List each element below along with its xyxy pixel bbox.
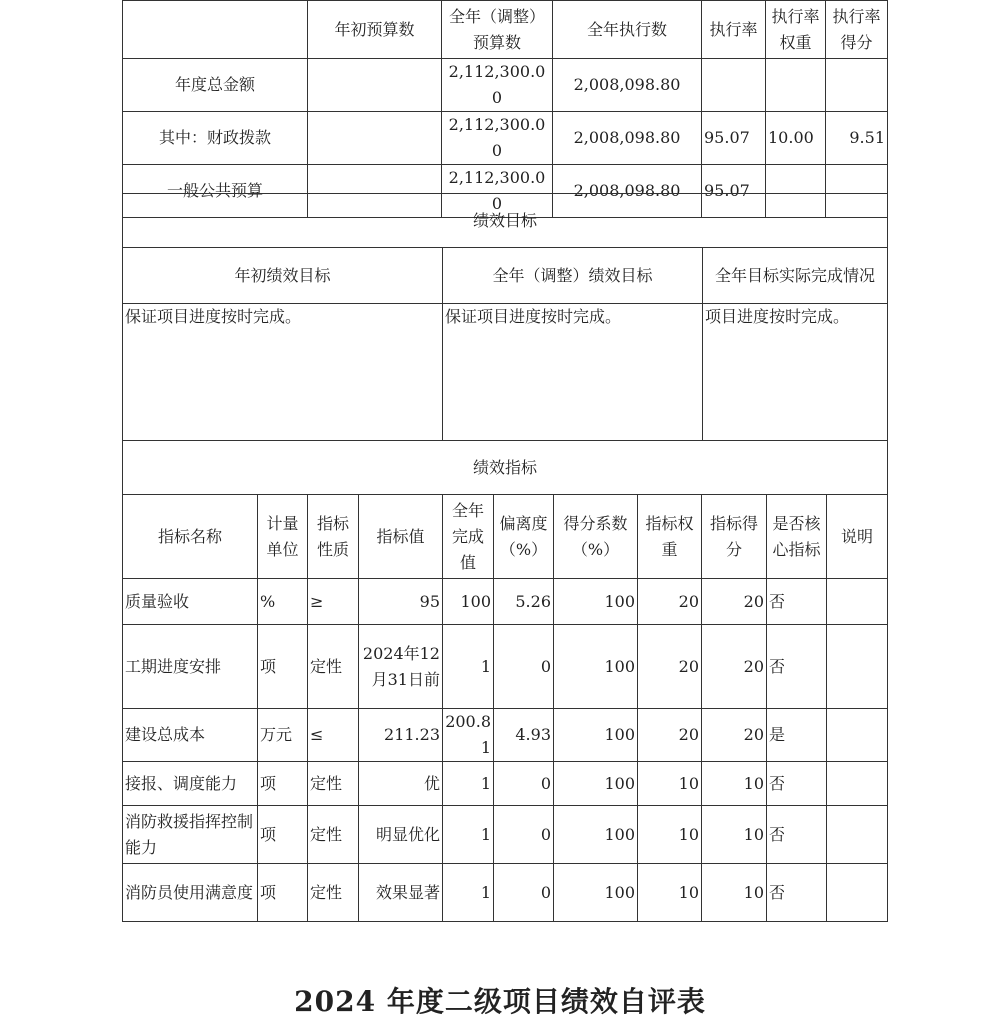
budget-row-executed: 2,008,098.80	[553, 59, 702, 112]
ind-core: 否	[767, 864, 827, 922]
ind-note	[827, 864, 888, 922]
ind-actual: 200.81	[443, 709, 494, 762]
ind-header-note: 说明	[827, 495, 888, 579]
ind-unit: 项	[258, 806, 308, 864]
budget-row	[123, 59, 888, 112]
ind-value: 明显优化	[359, 806, 443, 864]
ind-value: 优	[359, 762, 443, 806]
ind-header-deviation: 偏离度（%）	[494, 495, 554, 579]
budget-header-rate: 执行率	[702, 1, 766, 59]
ind-deviation: 4.93	[494, 709, 554, 762]
goals-section-title: 绩效目标	[123, 194, 888, 248]
ind-deviation: 0	[494, 864, 554, 922]
ind-name: 消防救援指挥控制能力	[123, 806, 258, 864]
table-row	[123, 709, 888, 762]
budget-row-label: 一般公共预算	[123, 165, 308, 218]
budget-header-weight: 执行率权重	[766, 1, 826, 59]
ind-value: 2024年12月31日前	[359, 625, 443, 709]
goals-value-adjusted: 保证项目进度按时完成。	[443, 304, 703, 441]
ind-coef: 100	[554, 762, 638, 806]
goals-table	[122, 193, 888, 441]
ind-header-unit: 计量单位	[258, 495, 308, 579]
ind-coef: 100	[554, 864, 638, 922]
ind-unit: 万元	[258, 709, 308, 762]
ind-nature: 定性	[308, 625, 359, 709]
indicators-table	[122, 440, 888, 922]
ind-weight: 20	[638, 625, 702, 709]
ind-actual: 1	[443, 625, 494, 709]
goals-value-actual: 项目进度按时完成。	[703, 304, 888, 441]
budget-corner-cell	[123, 1, 308, 59]
ind-score: 20	[702, 625, 767, 709]
ind-weight: 20	[638, 709, 702, 762]
ind-nature: 定性	[308, 864, 359, 922]
goals-header-row	[123, 248, 888, 304]
ind-value: 95	[359, 579, 443, 625]
ind-note	[827, 709, 888, 762]
ind-score: 20	[702, 709, 767, 762]
ind-value: 211.23	[359, 709, 443, 762]
ind-coef: 100	[554, 806, 638, 864]
ind-deviation: 0	[494, 625, 554, 709]
budget-row-score: 9.51	[826, 112, 888, 165]
ind-score: 10	[702, 864, 767, 922]
ind-score: 20	[702, 579, 767, 625]
ind-weight: 20	[638, 579, 702, 625]
ind-deviation: 0	[494, 806, 554, 864]
ind-unit: 项	[258, 864, 308, 922]
budget-row-adjusted: 2,112,300.00	[442, 165, 553, 218]
ind-unit: 项	[258, 625, 308, 709]
ind-actual: 1	[443, 806, 494, 864]
ind-core: 否	[767, 806, 827, 864]
ind-name: 建设总成本	[123, 709, 258, 762]
ind-score: 10	[702, 762, 767, 806]
ind-deviation: 5.26	[494, 579, 554, 625]
budget-row-adjusted: 2,112,300.00	[442, 59, 553, 112]
goals-value-initial: 保证项目进度按时完成。	[123, 304, 443, 441]
ind-coef: 100	[554, 625, 638, 709]
budget-header-executed: 全年执行数	[553, 1, 702, 59]
ind-core: 否	[767, 762, 827, 806]
ind-header-name: 指标名称	[123, 495, 258, 579]
ind-nature: 定性	[308, 762, 359, 806]
ind-header-core: 是否核心指标	[767, 495, 827, 579]
ind-score: 10	[702, 806, 767, 864]
ind-core: 否	[767, 579, 827, 625]
ind-name: 质量验收	[123, 579, 258, 625]
ind-weight: 10	[638, 806, 702, 864]
ind-actual: 1	[443, 864, 494, 922]
budget-header-adjusted: 全年（调整）预算数	[442, 1, 553, 59]
budget-row-label: 年度总金额	[123, 59, 308, 112]
ind-header-score: 指标得分	[702, 495, 767, 579]
ind-header-weight: 指标权重	[638, 495, 702, 579]
ind-unit: %	[258, 579, 308, 625]
budget-row-initial	[308, 59, 442, 112]
ind-unit: 项	[258, 762, 308, 806]
ind-actual: 1	[443, 762, 494, 806]
ind-actual: 100	[443, 579, 494, 625]
ind-deviation: 0	[494, 762, 554, 806]
ind-name: 接报、调度能力	[123, 762, 258, 806]
indicators-section-row	[123, 441, 888, 495]
budget-row-rate: 95.07	[702, 112, 766, 165]
budget-row-executed: 2,008,098.80	[553, 112, 702, 165]
ind-note	[827, 762, 888, 806]
table-row	[123, 762, 888, 806]
budget-row-rate: 95.07	[702, 165, 766, 218]
goals-value-row	[123, 304, 888, 441]
ind-name: 工期进度安排	[123, 625, 258, 709]
ind-coef: 100	[554, 579, 638, 625]
ind-name: 消防员使用满意度	[123, 864, 258, 922]
ind-nature: ≥	[308, 579, 359, 625]
budget-row-executed: 2,008,098.80	[553, 165, 702, 218]
ind-nature: 定性	[308, 806, 359, 864]
ind-header-coef: 得分系数（%）	[554, 495, 638, 579]
ind-weight: 10	[638, 864, 702, 922]
goals-header-initial: 年初绩效目标	[123, 248, 443, 304]
budget-header-initial: 年初预算数	[308, 1, 442, 59]
ind-header-nature: 指标性质	[308, 495, 359, 579]
budget-header-score: 执行率得分	[826, 1, 888, 59]
table-row	[123, 625, 888, 709]
ind-core: 是	[767, 709, 827, 762]
ind-core: 否	[767, 625, 827, 709]
indicators-section-title: 绩效指标	[123, 441, 888, 495]
ind-coef: 100	[554, 709, 638, 762]
goals-header-actual: 全年目标实际完成情况	[703, 248, 888, 304]
ind-note	[827, 806, 888, 864]
goals-section-row	[123, 194, 888, 248]
ind-value: 效果显著	[359, 864, 443, 922]
ind-nature: ≤	[308, 709, 359, 762]
table-row	[123, 806, 888, 864]
table-row	[123, 579, 888, 625]
goals-header-adjusted: 全年（调整）绩效目标	[443, 248, 703, 304]
budget-row-initial	[308, 112, 442, 165]
budget-table	[122, 0, 888, 218]
budget-row-score	[826, 59, 888, 112]
budget-row-adjusted: 2,112,300.00	[442, 112, 553, 165]
budget-header-row	[123, 1, 888, 59]
document-title: 2024 年度二级项目绩效自评表	[294, 985, 706, 1018]
ind-header-value: 指标值	[359, 495, 443, 579]
budget-row-weight	[766, 59, 826, 112]
ind-weight: 10	[638, 762, 702, 806]
budget-row-label: 其中：财政拨款	[123, 112, 308, 165]
ind-note	[827, 625, 888, 709]
budget-row-rate	[702, 59, 766, 112]
ind-note	[827, 579, 888, 625]
table-row	[123, 864, 888, 922]
budget-row	[123, 112, 888, 165]
indicators-header-row	[123, 495, 888, 579]
budget-row-weight: 10.00	[766, 112, 826, 165]
ind-header-actual: 全年完成值	[443, 495, 494, 579]
